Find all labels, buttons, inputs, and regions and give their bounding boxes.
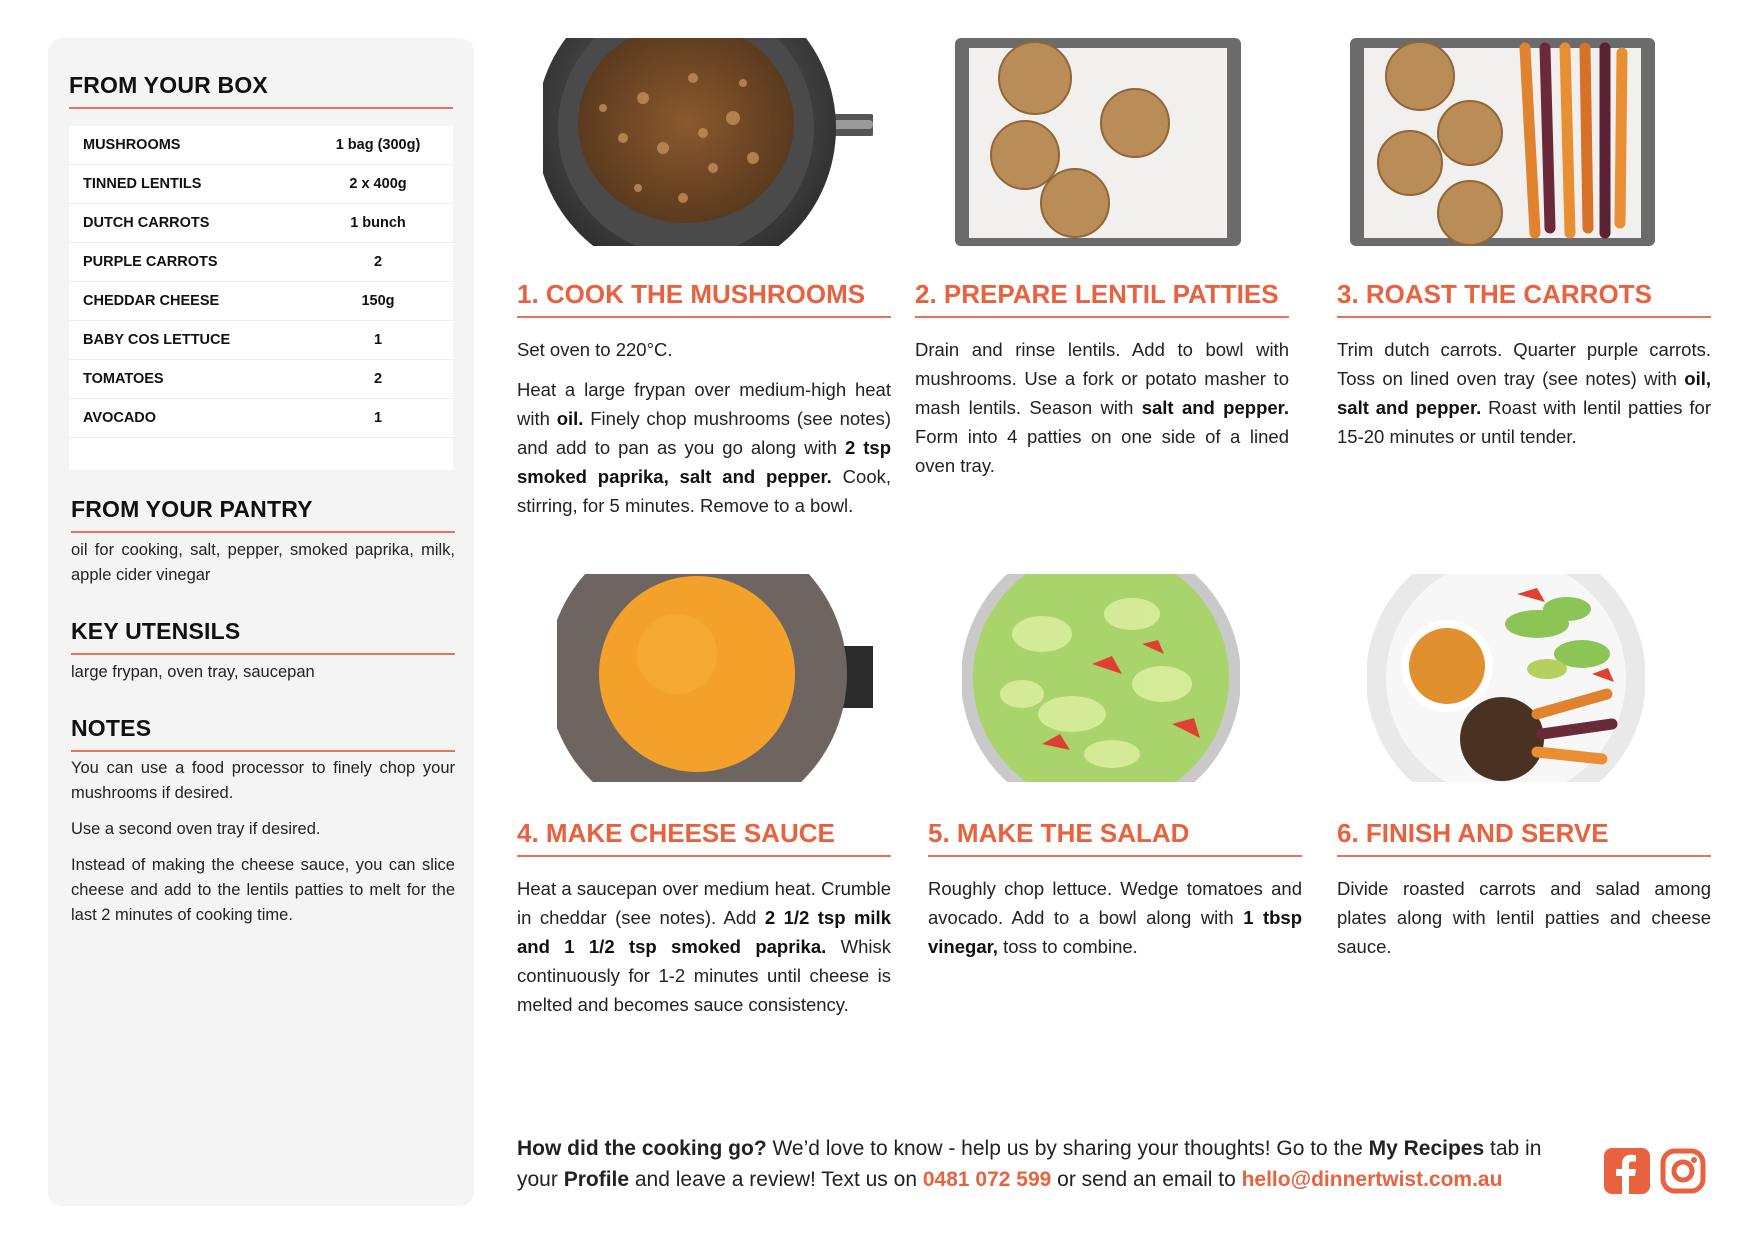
step-5-title: 5. MAKE THE SALAD [928,818,1302,857]
notes-text [71,756,455,939]
ingredient-name: BABY COS LETTUCE [83,332,231,348]
ingredient-row [69,399,453,438]
step-1-body [517,335,891,531]
note-item: Use a second oven tray if desired. [71,820,321,838]
ingredient-name: DUTCH CARROTS [83,215,210,231]
step-2-body [915,335,1289,491]
ingredient-name: CHEDDAR CHEESE [83,293,220,309]
step-4-title: 4. MAKE CHEESE SAUCE [517,818,891,857]
ingredient-name: MUSHROOMS [83,137,181,153]
ingredient-row [69,282,453,321]
step-1-title: 1. COOK THE MUSHROOMS [517,279,891,318]
note-item: Instead of making the cheese sauce, you can slice cheese and add to the lentils patties to melt for the last 2 minutes of cooking time. [71,856,455,924]
ingredients-table [69,126,453,470]
pantry-text [71,538,455,599]
step-5-body [928,874,1302,972]
step-3-body [1337,335,1711,462]
text-bold: 1 tbsp vinegar, [928,907,1302,957]
step-1-para-2 [517,375,891,520]
text: Drain and rinse lentils. Add to bowl with mushrooms. Use a fork or potato masher to mash lentils. Season with [915,339,1289,418]
step-6-body [1337,874,1711,972]
text: toss to combine. [997,936,1138,957]
ingredient-row [69,204,453,243]
phone-link[interactable]: 0481 072 599 [922,1168,1052,1191]
salad-bowl-photo [962,574,1240,782]
text-bold: 2 tsp smoked paprika, salt and pepper. [517,437,891,487]
ingredient-name: AVOCADO [83,410,157,426]
ingredient-row [69,243,453,282]
ingredient-qty: 150g [361,293,395,309]
ingredient-qty: 2 [373,254,383,270]
from-your-box-heading: FROM YOUR BOX [69,72,453,109]
step-6-title: 6. FINISH AND SERVE [1337,818,1711,857]
text-bold: salt and pepper. [1141,397,1289,418]
text-bold: oil. [556,408,584,429]
text: Heat a large frypan over medium-high heat with [517,379,891,429]
profile-link[interactable]: Profile [563,1168,630,1191]
text: Whisk continuously for 1-2 minutes until cheese is melted and becomes sauce consistency. [517,936,891,1015]
lentil-patties-tray-photo [955,38,1241,246]
facebook-icon[interactable] [1604,1148,1650,1194]
plated-meal-photo [1367,574,1645,782]
feedback-question: How did the cooking go? [517,1137,767,1160]
ingredient-row [69,360,453,399]
ingredient-row [69,126,453,165]
text: Trim dutch carrots. Quarter purple carrots. Toss on lined oven tray (see notes) with [1337,339,1711,389]
notes-heading: NOTES [71,715,455,752]
ingredient-row [69,321,453,360]
text: Heat a saucepan over medium heat. Crumble in cheddar (see notes). Add [517,878,891,928]
step-3-title: 3. ROAST THE CARROTS [1337,279,1711,318]
text: Cook, stirring, for 5 minutes. Remove to a bowl. [517,466,892,516]
cheese-sauce-pan-photo [557,574,873,782]
ingredients-panel [48,38,474,1206]
text: Finely chop mushrooms (see notes) and add to pan as you go along with [517,408,891,458]
ingredient-qty: 1 [373,332,383,348]
text: and leave a review! Text us on [629,1168,923,1191]
ingredient-row [69,165,453,204]
note-item: You can use a food processor to finely chop your mushrooms if desired. [71,759,455,802]
utensils-list: large frypan, oven tray, saucepan [71,663,315,681]
instagram-icon[interactable] [1660,1148,1706,1194]
text-bold: oil, salt and pepper. [1337,368,1711,418]
text: Form into 4 patties on one side of a lined oven tray. [915,426,1289,476]
email-link[interactable]: hello@dinnertwist.com.au [1241,1168,1503,1191]
text: We’d love to know - help us by sharing your thoughts! Go to the [766,1137,1369,1160]
ingredient-qty: 1 bunch [350,215,406,231]
mushroom-pan-photo [543,38,873,246]
text: tab in your [517,1137,1542,1191]
ingredient-qty: 2 [373,371,383,387]
step-5-para [928,874,1302,961]
carrots-tray-photo [1350,38,1655,246]
pantry-list: oil for cooking, salt, pepper, smoked paprika, milk, apple cider vinegar [71,541,455,584]
text: or send an email to [1051,1168,1242,1191]
utensils-text [71,660,455,696]
ingredient-name: PURPLE CARROTS [83,254,218,270]
step-1-para-1: Set oven to 220°C. [517,339,673,360]
from-your-pantry-heading: FROM YOUR PANTRY [71,496,455,533]
my-recipes-link[interactable]: My Recipes [1368,1137,1485,1160]
ingredient-qty: 1 [373,410,383,426]
step-4-para [517,874,891,1019]
text: Roast with lentil patties for 15-20 minutes or until tender. [1337,397,1711,447]
step-2-title: 2. PREPARE LENTIL PATTIES [915,279,1289,318]
ingredient-qty: 2 x 400g [349,176,407,192]
key-utensils-heading: KEY UTENSILS [71,618,455,655]
ingredient-name: TINNED LENTILS [83,176,202,192]
feedback-footer [517,1133,1577,1195]
step-6-para: Divide roasted carrots and salad among plates along with lentil patties and cheese sauce. [1337,878,1711,957]
step-2-para [915,335,1289,480]
ingredient-name: TOMATOES [83,371,164,387]
step-4-body [517,874,891,1030]
text-bold: 2 1/2 tsp milk and 1 1/2 tsp smoked paprika. [517,907,891,957]
step-3-para [1337,335,1711,451]
text: Roughly chop lettuce. Wedge tomatoes and avocado. Add to a bowl along with [928,878,1302,928]
ingredient-qty: 1 bag (300g) [335,137,421,153]
